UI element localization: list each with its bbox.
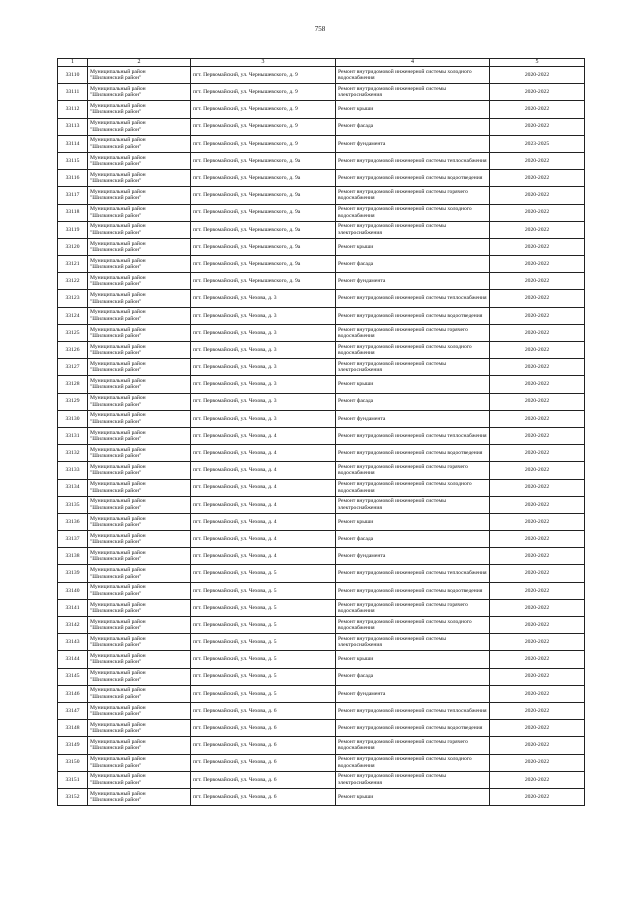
address-cell: пгт. Первомайский, ул. Чернышевского, д. 9а xyxy=(191,170,336,187)
table-row xyxy=(58,290,585,307)
header-row xyxy=(58,59,585,67)
work-type-cell: Ремонт внутридомовой инженерной системы электроснабжения xyxy=(336,221,490,238)
address-cell: пгт. Первомайский, ул. Чехова, д. 3 xyxy=(191,342,336,359)
municipality-cell: Муниципальный район "Шилкинский район" xyxy=(88,67,191,84)
page-number: 758 xyxy=(314,25,326,33)
municipality-cell: Муниципальный район "Шилкинский район" xyxy=(88,548,191,565)
work-type-cell: Ремонт внутридомовой инженерной системы электроснабжения xyxy=(336,771,490,788)
period-cell: 2020-2022 xyxy=(490,290,585,307)
table-row xyxy=(58,324,585,341)
municipality-cell: Муниципальный район "Шилкинский район" xyxy=(88,720,191,737)
address-cell: пгт. Первомайский, ул. Чехова, д. 5 xyxy=(191,685,336,702)
municipality-cell: Муниципальный район "Шилкинский район" xyxy=(88,324,191,341)
table-row xyxy=(58,238,585,255)
period-cell: 2020-2022 xyxy=(490,788,585,805)
municipality-cell: Муниципальный район "Шилкинский район" xyxy=(88,617,191,634)
period-cell: 2020-2022 xyxy=(490,342,585,359)
address-cell: пгт. Первомайский, ул. Чернышевского, д. 9а xyxy=(191,238,336,255)
address-cell: пгт. Первомайский, ул. Чехова, д. 6 xyxy=(191,771,336,788)
address-cell: пгт. Первомайский, ул. Чернышевского, д. 9 xyxy=(191,118,336,135)
row-number-cell: 33121 xyxy=(58,256,88,273)
period-cell: 2020-2022 xyxy=(490,324,585,341)
address-cell: пгт. Первомайский, ул. Чехова, д. 6 xyxy=(191,720,336,737)
municipality-cell: Муниципальный район "Шилкинский район" xyxy=(88,273,191,290)
municipality-cell: Муниципальный район "Шилкинский район" xyxy=(88,290,191,307)
period-cell: 2020-2022 xyxy=(490,101,585,118)
work-type-cell: Ремонт внутридомовой инженерной системы водоотведения xyxy=(336,307,490,324)
municipality-cell: Муниципальный район "Шилкинский район" xyxy=(88,359,191,376)
address-cell: пгт. Первомайский, ул. Чехова, д. 5 xyxy=(191,599,336,616)
period-cell: 2020-2022 xyxy=(490,634,585,651)
municipality-cell: Муниципальный район "Шилкинский район" xyxy=(88,256,191,273)
work-type-cell: Ремонт крыши xyxy=(336,651,490,668)
row-number-cell: 33137 xyxy=(58,531,88,548)
row-number-cell: 33139 xyxy=(58,565,88,582)
municipality-cell: Муниципальный район "Шилкинский район" xyxy=(88,771,191,788)
municipality-cell: Муниципальный район "Шилкинский район" xyxy=(88,496,191,513)
table-row xyxy=(58,720,585,737)
table-row xyxy=(58,359,585,376)
row-number-cell: 33133 xyxy=(58,462,88,479)
row-number-cell: 33116 xyxy=(58,170,88,187)
table-row xyxy=(58,702,585,719)
municipality-cell: Муниципальный район "Шилкинский район" xyxy=(88,668,191,685)
period-cell: 2020-2022 xyxy=(490,187,585,204)
table-row xyxy=(58,67,585,84)
period-cell: 2020-2022 xyxy=(490,118,585,135)
period-cell: 2020-2022 xyxy=(490,152,585,169)
work-type-cell: Ремонт внутридомовой инженерной системы горячего водоснабжения xyxy=(336,599,490,616)
work-type-cell: Ремонт фасада xyxy=(336,118,490,135)
row-number-cell: 33118 xyxy=(58,204,88,221)
row-number-cell: 33117 xyxy=(58,187,88,204)
row-number-cell: 33134 xyxy=(58,479,88,496)
address-cell: пгт. Первомайский, ул. Чернышевского, д. 9а xyxy=(191,256,336,273)
period-cell: 2020-2022 xyxy=(490,307,585,324)
row-number-cell: 33128 xyxy=(58,376,88,393)
address-cell: пгт. Первомайский, ул. Чехова, д. 4 xyxy=(191,462,336,479)
table-row xyxy=(58,84,585,101)
address-cell: пгт. Первомайский, ул. Чехова, д. 4 xyxy=(191,427,336,444)
period-cell: 2020-2022 xyxy=(490,651,585,668)
register-table xyxy=(57,58,585,806)
period-cell: 2020-2022 xyxy=(490,513,585,530)
work-type-cell: Ремонт фасада xyxy=(336,393,490,410)
table-row xyxy=(58,788,585,805)
work-type-cell: Ремонт крыши xyxy=(336,101,490,118)
municipality-cell: Муниципальный район "Шилкинский район" xyxy=(88,754,191,771)
period-cell: 2020-2022 xyxy=(490,668,585,685)
work-type-cell: Ремонт внутридомовой инженерной системы электроснабжения xyxy=(336,359,490,376)
work-type-cell: Ремонт фундамента xyxy=(336,273,490,290)
period-cell: 2020-2022 xyxy=(490,256,585,273)
table-row xyxy=(58,393,585,410)
row-number-cell: 33113 xyxy=(58,118,88,135)
municipality-cell: Муниципальный район "Шилкинский район" xyxy=(88,84,191,101)
work-type-cell: Ремонт фундамента xyxy=(336,685,490,702)
row-number-cell: 33144 xyxy=(58,651,88,668)
municipality-cell: Муниципальный район "Шилкинский район" xyxy=(88,118,191,135)
row-number-cell: 33141 xyxy=(58,599,88,616)
municipality-cell: Муниципальный район "Шилкинский район" xyxy=(88,685,191,702)
work-type-cell: Ремонт внутридомовой инженерной системы холодного водоснабжения xyxy=(336,204,490,221)
period-cell: 2020-2022 xyxy=(490,204,585,221)
row-number-cell: 33148 xyxy=(58,720,88,737)
table-row xyxy=(58,273,585,290)
address-cell: пгт. Первомайский, ул. Чернышевского, д. 9а xyxy=(191,152,336,169)
work-type-cell: Ремонт внутридомовой инженерной системы электроснабжения xyxy=(336,496,490,513)
municipality-cell: Муниципальный район "Шилкинский район" xyxy=(88,531,191,548)
address-cell: пгт. Первомайский, ул. Чехова, д. 4 xyxy=(191,445,336,462)
period-cell: 2020-2022 xyxy=(490,445,585,462)
municipality-cell: Муниципальный район "Шилкинский район" xyxy=(88,152,191,169)
municipality-cell: Муниципальный район "Шилкинский район" xyxy=(88,170,191,187)
municipality-cell: Муниципальный район "Шилкинский район" xyxy=(88,101,191,118)
work-type-cell: Ремонт внутридомовой инженерной системы теплоснабжения xyxy=(336,427,490,444)
row-number-cell: 33130 xyxy=(58,410,88,427)
municipality-cell: Муниципальный район "Шилкинский район" xyxy=(88,479,191,496)
address-cell: пгт. Первомайский, ул. Чехова, д. 3 xyxy=(191,307,336,324)
period-cell: 2020-2022 xyxy=(490,67,585,84)
table-row xyxy=(58,342,585,359)
row-number-cell: 33146 xyxy=(58,685,88,702)
table-row xyxy=(58,651,585,668)
table-row xyxy=(58,582,585,599)
row-number-cell: 33136 xyxy=(58,513,88,530)
work-type-cell: Ремонт фундамента xyxy=(336,410,490,427)
municipality-cell: Муниципальный район "Шилкинский район" xyxy=(88,307,191,324)
period-cell: 2020-2022 xyxy=(490,170,585,187)
row-number-cell: 33112 xyxy=(58,101,88,118)
period-cell: 2020-2022 xyxy=(490,685,585,702)
work-type-cell: Ремонт фундамента xyxy=(336,135,490,152)
column-header-address: 3 xyxy=(191,59,336,67)
municipality-cell: Муниципальный район "Шилкинский район" xyxy=(88,702,191,719)
table-row xyxy=(58,668,585,685)
table-row xyxy=(58,204,585,221)
row-number-cell: 33135 xyxy=(58,496,88,513)
municipality-cell: Муниципальный район "Шилкинский район" xyxy=(88,737,191,754)
address-cell: пгт. Первомайский, ул. Чехова, д. 4 xyxy=(191,479,336,496)
table-row xyxy=(58,754,585,771)
column-header-municipality: 2 xyxy=(88,59,191,67)
address-cell: пгт. Первомайский, ул. Чехова, д. 5 xyxy=(191,634,336,651)
address-cell: пгт. Первомайский, ул. Чернышевского, д. 9а xyxy=(191,273,336,290)
period-cell: 2020-2022 xyxy=(490,479,585,496)
row-number-cell: 33110 xyxy=(58,67,88,84)
work-type-cell: Ремонт внутридомовой инженерной системы горячего водоснабжения xyxy=(336,187,490,204)
table-row xyxy=(58,152,585,169)
municipality-cell: Муниципальный район "Шилкинский район" xyxy=(88,204,191,221)
work-type-cell: Ремонт крыши xyxy=(336,788,490,805)
address-cell: пгт. Первомайский, ул. Чехова, д. 4 xyxy=(191,513,336,530)
table-row xyxy=(58,307,585,324)
period-cell: 2020-2022 xyxy=(490,771,585,788)
address-cell: пгт. Первомайский, ул. Чернышевского, д. 9 xyxy=(191,67,336,84)
work-type-cell: Ремонт внутридомовой инженерной системы теплоснабжения xyxy=(336,702,490,719)
work-type-cell: Ремонт внутридомовой инженерной системы электроснабжения xyxy=(336,634,490,651)
table-row xyxy=(58,410,585,427)
work-type-cell: Ремонт внутридомовой инженерной системы электроснабжения xyxy=(336,84,490,101)
row-number-cell: 33119 xyxy=(58,221,88,238)
period-cell: 2020-2022 xyxy=(490,462,585,479)
table-row xyxy=(58,548,585,565)
period-cell: 2020-2022 xyxy=(490,376,585,393)
work-type-cell: Ремонт внутридомовой инженерной системы водоотведения xyxy=(336,720,490,737)
table-header xyxy=(58,59,585,67)
table-row xyxy=(58,462,585,479)
municipality-cell: Муниципальный район "Шилкинский район" xyxy=(88,238,191,255)
period-cell: 2020-2022 xyxy=(490,617,585,634)
table-body xyxy=(58,67,585,806)
municipality-cell: Муниципальный район "Шилкинский район" xyxy=(88,393,191,410)
table-row xyxy=(58,617,585,634)
row-number-cell: 33126 xyxy=(58,342,88,359)
row-number-cell: 33138 xyxy=(58,548,88,565)
table-row xyxy=(58,737,585,754)
municipality-cell: Муниципальный район "Шилкинский район" xyxy=(88,651,191,668)
period-cell: 2020-2022 xyxy=(490,548,585,565)
period-cell: 2020-2022 xyxy=(490,737,585,754)
table-row xyxy=(58,513,585,530)
table-row xyxy=(58,221,585,238)
work-type-cell: Ремонт фасада xyxy=(336,256,490,273)
work-type-cell: Ремонт внутридомовой инженерной системы горячего водоснабжения xyxy=(336,324,490,341)
row-number-cell: 33123 xyxy=(58,290,88,307)
municipality-cell: Муниципальный район "Шилкинский район" xyxy=(88,462,191,479)
period-cell: 2020-2022 xyxy=(490,427,585,444)
row-number-cell: 33125 xyxy=(58,324,88,341)
row-number-cell: 33127 xyxy=(58,359,88,376)
table-row xyxy=(58,170,585,187)
address-cell: пгт. Первомайский, ул. Чехова, д. 4 xyxy=(191,496,336,513)
municipality-cell: Муниципальный район "Шилкинский район" xyxy=(88,376,191,393)
address-cell: пгт. Первомайский, ул. Чернышевского, д. 9 xyxy=(191,101,336,118)
work-type-cell: Ремонт внутридомовой инженерной системы водоотведения xyxy=(336,445,490,462)
municipality-cell: Муниципальный район "Шилкинский район" xyxy=(88,221,191,238)
work-type-cell: Ремонт крыши xyxy=(336,238,490,255)
municipality-cell: Муниципальный район "Шилкинский район" xyxy=(88,445,191,462)
work-type-cell: Ремонт внутридомовой инженерной системы холодного водоснабжения xyxy=(336,617,490,634)
work-type-cell: Ремонт внутридомовой инженерной системы теплоснабжения xyxy=(336,290,490,307)
row-number-cell: 33142 xyxy=(58,617,88,634)
address-cell: пгт. Первомайский, ул. Чехова, д. 3 xyxy=(191,359,336,376)
address-cell: пгт. Первомайский, ул. Чехова, д. 5 xyxy=(191,565,336,582)
work-type-cell: Ремонт внутридомовой инженерной системы горячего водоснабжения xyxy=(336,462,490,479)
work-type-cell: Ремонт фасада xyxy=(336,668,490,685)
address-cell: пгт. Первомайский, ул. Чернышевского, д. 9а xyxy=(191,221,336,238)
column-header-number: 1 xyxy=(58,59,88,67)
row-number-cell: 33150 xyxy=(58,754,88,771)
row-number-cell: 33145 xyxy=(58,668,88,685)
table-row xyxy=(58,427,585,444)
address-cell: пгт. Первомайский, ул. Чехова, д. 3 xyxy=(191,324,336,341)
period-cell: 2020-2022 xyxy=(490,221,585,238)
row-number-cell: 33129 xyxy=(58,393,88,410)
municipality-cell: Муниципальный район "Шилкинский район" xyxy=(88,513,191,530)
period-cell: 2020-2022 xyxy=(490,582,585,599)
table-row xyxy=(58,685,585,702)
municipality-cell: Муниципальный район "Шилкинский район" xyxy=(88,342,191,359)
address-cell: пгт. Первомайский, ул. Чехова, д. 6 xyxy=(191,788,336,805)
column-header-period: 5 xyxy=(490,59,585,67)
address-cell: пгт. Первомайский, ул. Чехова, д. 4 xyxy=(191,548,336,565)
period-cell: 2020-2022 xyxy=(490,754,585,771)
address-cell: пгт. Первомайский, ул. Чехова, д. 3 xyxy=(191,376,336,393)
period-cell: 2020-2022 xyxy=(490,393,585,410)
period-cell: 2020-2022 xyxy=(490,84,585,101)
table-row xyxy=(58,376,585,393)
work-type-cell: Ремонт крыши xyxy=(336,513,490,530)
municipality-cell: Муниципальный район "Шилкинский район" xyxy=(88,582,191,599)
table-row xyxy=(58,445,585,462)
table-row xyxy=(58,496,585,513)
municipality-cell: Муниципальный район "Шилкинский район" xyxy=(88,135,191,152)
row-number-cell: 33143 xyxy=(58,634,88,651)
address-cell: пгт. Первомайский, ул. Чехова, д. 6 xyxy=(191,702,336,719)
address-cell: пгт. Первомайский, ул. Чехова, д. 5 xyxy=(191,582,336,599)
row-number-cell: 33132 xyxy=(58,445,88,462)
address-cell: пгт. Первомайский, ул. Чехова, д. 3 xyxy=(191,290,336,307)
municipality-cell: Муниципальный район "Шилкинский район" xyxy=(88,427,191,444)
municipality-cell: Муниципальный район "Шилкинский район" xyxy=(88,565,191,582)
address-cell: пгт. Первомайский, ул. Чехова, д. 5 xyxy=(191,617,336,634)
table-row xyxy=(58,187,585,204)
period-cell: 2023-2025 xyxy=(490,135,585,152)
municipality-cell: Муниципальный район "Шилкинский район" xyxy=(88,410,191,427)
table-row xyxy=(58,634,585,651)
work-type-cell: Ремонт внутридомовой инженерной системы водоотведения xyxy=(336,170,490,187)
address-cell: пгт. Первомайский, ул. Чехова, д. 6 xyxy=(191,754,336,771)
work-type-cell: Ремонт внутридомовой инженерной системы холодного водоснабжения xyxy=(336,754,490,771)
table-row xyxy=(58,479,585,496)
work-type-cell: Ремонт внутридомовой инженерной системы теплоснабжения xyxy=(336,565,490,582)
row-number-cell: 33131 xyxy=(58,427,88,444)
row-number-cell: 33111 xyxy=(58,84,88,101)
address-cell: пгт. Первомайский, ул. Чехова, д. 3 xyxy=(191,410,336,427)
table-row xyxy=(58,256,585,273)
period-cell: 2020-2022 xyxy=(490,273,585,290)
table-row xyxy=(58,599,585,616)
address-cell: пгт. Первомайский, ул. Чехова, д. 5 xyxy=(191,651,336,668)
period-cell: 2020-2022 xyxy=(490,531,585,548)
row-number-cell: 33149 xyxy=(58,737,88,754)
municipality-cell: Муниципальный район "Шилкинский район" xyxy=(88,788,191,805)
work-type-cell: Ремонт внутридомовой инженерной системы холодного водоснабжения xyxy=(336,479,490,496)
row-number-cell: 33151 xyxy=(58,771,88,788)
work-type-cell: Ремонт внутридомовой инженерной системы холодного водоснабжения xyxy=(336,67,490,84)
table-row xyxy=(58,531,585,548)
period-cell: 2020-2022 xyxy=(490,359,585,376)
municipality-cell: Муниципальный район "Шилкинский район" xyxy=(88,634,191,651)
table-row xyxy=(58,771,585,788)
row-number-cell: 33152 xyxy=(58,788,88,805)
period-cell: 2020-2022 xyxy=(490,565,585,582)
municipality-cell: Муниципальный район "Шилкинский район" xyxy=(88,599,191,616)
period-cell: 2020-2022 xyxy=(490,410,585,427)
table-row xyxy=(58,565,585,582)
address-cell: пгт. Первомайский, ул. Чернышевского, д. 9 xyxy=(191,135,336,152)
period-cell: 2020-2022 xyxy=(490,599,585,616)
work-type-cell: Ремонт крыши xyxy=(336,376,490,393)
work-type-cell: Ремонт фасада xyxy=(336,531,490,548)
row-number-cell: 33122 xyxy=(58,273,88,290)
address-cell: пгт. Первомайский, ул. Чернышевского, д. 9а xyxy=(191,187,336,204)
table-row xyxy=(58,135,585,152)
row-number-cell: 33147 xyxy=(58,702,88,719)
address-cell: пгт. Первомайский, ул. Чернышевского, д. 9 xyxy=(191,84,336,101)
work-type-cell: Ремонт внутридомовой инженерной системы горячего водоснабжения xyxy=(336,737,490,754)
row-number-cell: 33124 xyxy=(58,307,88,324)
address-cell: пгт. Первомайский, ул. Чехова, д. 4 xyxy=(191,531,336,548)
work-type-cell: Ремонт фундамента xyxy=(336,548,490,565)
address-cell: пгт. Первомайский, ул. Чернышевского, д. 9а xyxy=(191,204,336,221)
row-number-cell: 33115 xyxy=(58,152,88,169)
address-cell: пгт. Первомайский, ул. Чехова, д. 5 xyxy=(191,668,336,685)
address-cell: пгт. Первомайский, ул. Чехова, д. 3 xyxy=(191,393,336,410)
table-row xyxy=(58,118,585,135)
column-header-work-type: 4 xyxy=(336,59,490,67)
work-type-cell: Ремонт внутридомовой инженерной системы водоотведения xyxy=(336,582,490,599)
address-cell: пгт. Первомайский, ул. Чехова, д. 6 xyxy=(191,737,336,754)
row-number-cell: 33120 xyxy=(58,238,88,255)
period-cell: 2020-2022 xyxy=(490,702,585,719)
municipality-cell: Муниципальный район "Шилкинский район" xyxy=(88,187,191,204)
work-type-cell: Ремонт внутридомовой инженерной системы теплоснабжения xyxy=(336,152,490,169)
period-cell: 2020-2022 xyxy=(490,496,585,513)
period-cell: 2020-2022 xyxy=(490,238,585,255)
period-cell: 2020-2022 xyxy=(490,720,585,737)
work-type-cell: Ремонт внутридомовой инженерной системы холодного водоснабжения xyxy=(336,342,490,359)
table-row xyxy=(58,101,585,118)
row-number-cell: 33114 xyxy=(58,135,88,152)
row-number-cell: 33140 xyxy=(58,582,88,599)
